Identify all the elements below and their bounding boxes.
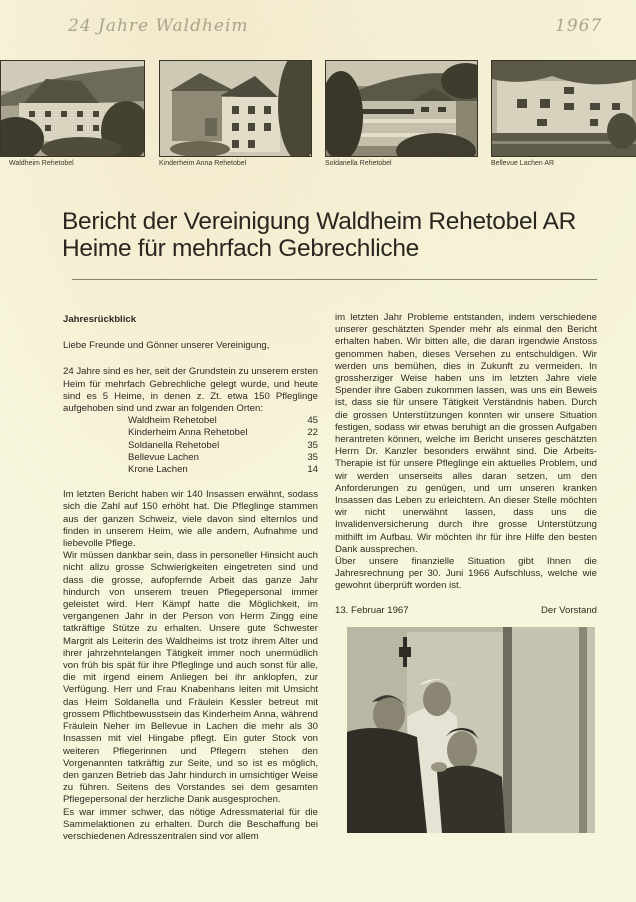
photo-caption: Soldanella Rehetobel: [325, 160, 392, 167]
table-row: [128, 440, 318, 452]
photo-soldanella: [325, 60, 478, 157]
photo-waldheim-rehetobel: [0, 60, 145, 157]
signature-line: [335, 605, 597, 617]
signature: Der Vorstand: [541, 604, 597, 616]
paragraph: im letzten Jahr Probleme entstanden, indem verschiedene unserer geschätzten Spender mehr als einmal den Bericht erhalten haben. Wir bitten alle, die daran irgendwie Anstoss genommen haben, dieses Versehen zu entschuldigen. Wir werden uns bemühen, dies in Zukunft zu vermeiden. In grossherziger Weise haben uns im letzten Jahre viele Spender ihre Gaben zukommen lassen, was uns ein Beweis ist, dass sie für unsere Tätigkeit Verständnis haben. Durch die grossen Unterstützungen konnten wir unsere Situation festigen, sodass wir etwas beruhigt an die grossen Aufgaben herantreten können, welche im Bericht unseres geschätzten Herrn Dr. Kanzler besonders erwähnt sind. Die Arbeits-Therapie ist für unsere Pfleglinge ein aktuelles Problem, und wir werden unserseits alles daran setzen, um den Anforderungen zu genügen, und um unseren kranken Insassen das Leben zu erleichtern. An dieser Stelle möchten wir nicht unerwähnt lassen, dass uns die Invalidenversicherung durch ihre grosse Unterstützung mithilft im Aufbau. Wir möchten ihr für ihre Hilfe den besten Dank aussprechen.: [335, 312, 597, 555]
paragraph: Wir müssen dankbar sein, dass in personeller Hinsicht auch nicht allzu grosse Schwierigkeiten eingetreten sind und dass die grosse, aufopfernde Arbeit das ganze Jahr hindurch von unserem treuen Pflegepersonal immer geleistet wird. Herr Kämpf hatte die Möglichkeit, im vergangenen Jahr in der Person von Herrn Zingg eine tatkräftige Stütze zu erhalten. Unsere gute Schwester Margrit als Leiterin des Waldheims ist trotz ihrem Alter und ihrer jahrzehntelangen Tätigkeit immer noch unermüdlich von früh bis spät für ihre Pfleglinge und auch sonst für alle, die mit irgend einem Anliegen bei ihr anklopfen, zur Verfügung. Herr und Frau Knabenhans leiten mit Umsicht das Heim Soldanella und Fräulein Kessler betreut mit grossem Pflichtbewusstsein das Kinderheim Anna, während Fräulein Neher im Bellevue in Lachen die mehr als 30 Insassen mit viel Hingabe pflegt. Ein guter Stock von weiteren Pflegerinnen und Pflegern stehen den Vorgenannten tatkräftig zur Seite, und so ist es möglich, den ganzen Betrieb das Jahr hindurch in umsichtiger Weise zu führen. Seitens des Vorstandes sei dem gesamten Pflegepersonal der herzliche Dank ausgesprochen.: [63, 550, 318, 806]
handwritten-note-title: 24 Jahre Waldheim: [68, 16, 249, 36]
home-count: 45: [307, 415, 318, 427]
article-column-right: [335, 312, 597, 617]
page-title: [62, 208, 576, 262]
table-row: [128, 427, 318, 439]
home-name: Waldheim Rehetobel: [128, 415, 217, 427]
paragraph: Im letzten Bericht haben wir 140 Insassen erwähnt, sodass sich die Zahl auf 150 erhöht hat. Die Pfleglinge stammen aus der ganzen Schweiz, viele davon sind elternlos und finden in unserem Heim, wie alle andern, Aufnahme und liebevolle Pflege.: [63, 489, 318, 550]
home-name: Bellevue Lachen: [128, 451, 199, 463]
photo-caption: Kinderheim Anna Rehetobel: [159, 160, 247, 167]
photo-kinderheim-anna: [159, 60, 312, 157]
article-column-left: [63, 314, 318, 843]
handwritten-note-year: 1967: [555, 16, 603, 36]
table-row: [128, 452, 318, 464]
photo-caption: Bellevue Lachen AR: [491, 160, 555, 167]
home-count: 35: [307, 439, 318, 451]
homes-table: [128, 415, 318, 476]
date: 13. Februar 1967: [335, 604, 409, 616]
title-line-2: Heime für mehrfach Gebrechliche: [62, 235, 419, 262]
section-heading: Jahresrückblick: [63, 314, 137, 325]
photo-caption: Waldheim Rehetobel: [9, 160, 74, 167]
home-name: Soldanella Rehetobel: [128, 439, 220, 451]
paragraph: Über unsere finanzielle Situation gibt Ihnen die Jahresrechnung per 30. Juni 1966 Aufschluss, welche wie gewohnt überprüft worden ist.: [335, 556, 597, 592]
home-count: 14: [307, 464, 318, 476]
photo-nurse-with-residents: [347, 627, 595, 833]
title-divider: [72, 279, 597, 280]
greeting: Liebe Freunde und Gönner unserer Vereinigung,: [63, 340, 270, 352]
paragraph: Es war immer schwer, das nötige Adressmaterial für die Sammelaktionen zu erhalten. Durch die Beschaffung bei verschiedenen Adresszentralen sind vor allem: [63, 806, 318, 842]
title-line-1: Bericht der Vereinigung Waldheim Rehetobel AR: [62, 208, 577, 235]
home-name: Krone Lachen: [128, 464, 188, 476]
intro-paragraph: 24 Jahre sind es her, seit der Grundstein zu unserem ersten Heim für mehrfach Gebrechliche gelegt wurde, und heute sind es 5 Heime, in denen z. Zt. etwa 150 Pfleglinge aufgehoben sind und zwar an folgenden Orten:: [63, 366, 318, 415]
photo-bellevue-lachen: [491, 60, 636, 157]
table-row: [128, 415, 318, 427]
home-name: Kinderheim Anna Rehetobel: [128, 427, 248, 439]
home-count: 22: [307, 427, 318, 439]
home-count: 35: [307, 451, 318, 463]
table-row: [128, 464, 318, 476]
